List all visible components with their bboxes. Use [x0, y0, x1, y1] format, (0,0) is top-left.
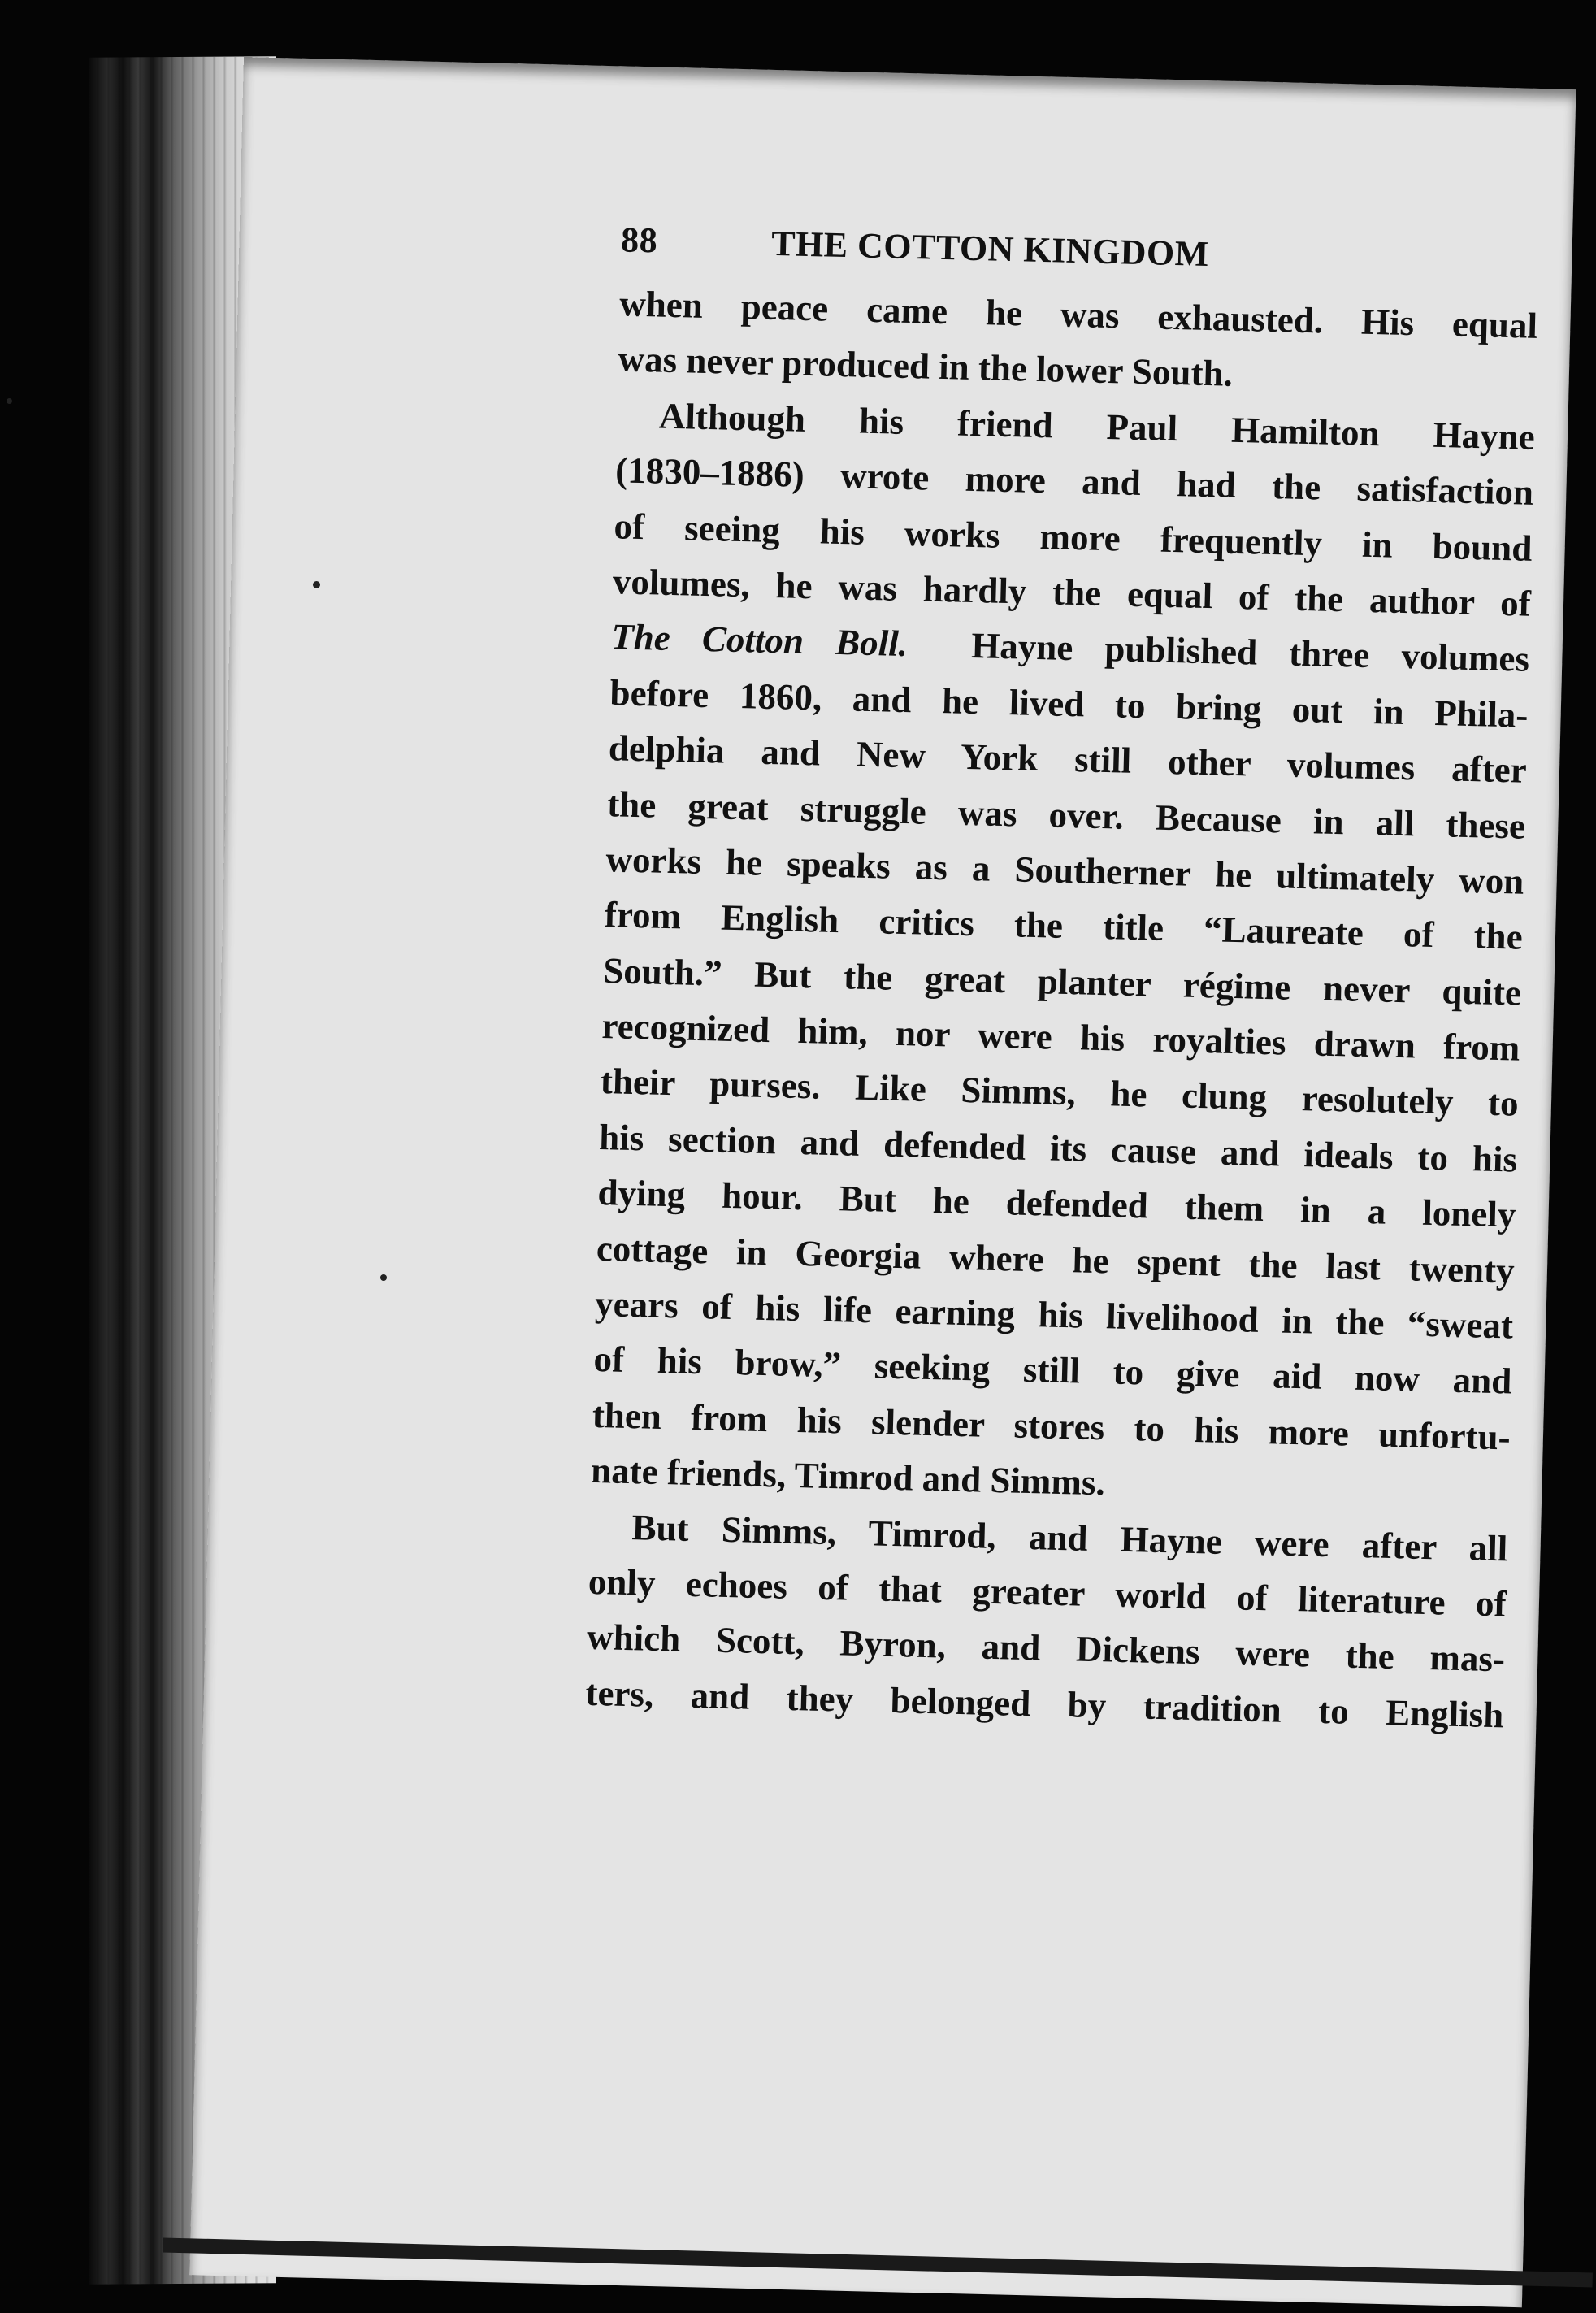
text-line: But Simms, Timrod, and Hayne were after all [631, 1506, 1508, 1569]
book-title: The Cotton Boll. [610, 616, 909, 665]
text-line: South.” But the great planter régime never quite [602, 949, 1522, 1013]
text-line: the great struggle was over. Because in all these [606, 783, 1526, 847]
text-line: which Scott, Byron, and Dickens were the mas- [586, 1616, 1506, 1680]
text-line: years of his life earning his livelihood in the “sweat [594, 1282, 1514, 1347]
page-number: 88 [620, 219, 658, 261]
text-line: ters, and they belonged by tradition to English [584, 1672, 1504, 1736]
text-line: cottage in Georgia where he spent the last twenty [596, 1227, 1516, 1291]
text-line: their purses. Like Simms, he clung resolutely to [600, 1061, 1520, 1125]
text-line: Although his friend Paul Hamilton Hayne [658, 395, 1536, 458]
text-line: when peace came he was exhausted. His equal [618, 283, 1538, 346]
text-line: delphia and New York still other volumes after [608, 727, 1528, 791]
text-fragment: Hayne published three volumes [970, 625, 1530, 680]
text-line: of seeing his works more frequently in bound [614, 505, 1533, 569]
text-line: his section and defended its cause and ideals to his [598, 1116, 1518, 1180]
text-line: dying hour. But he defended them in a lonely [597, 1172, 1516, 1235]
text-line: volumes, he was hardly the equal of the author of [612, 561, 1532, 624]
text-line: was never produced in the lower South. [618, 338, 1234, 395]
dust-speck [313, 581, 320, 588]
text-line: of his brow,” seeking still to give aid now and [593, 1339, 1512, 1402]
text-line: (1830–1886) wrote more and had the satisfaction [614, 449, 1534, 514]
text-line: before 1860, and he lived to bring out in Phila- [609, 671, 1529, 736]
running-title: THE COTTON KINGDOM [770, 223, 1210, 274]
text-line: works he speaks as a Southerner he ultimately won [605, 839, 1524, 902]
text-line: nate friends, Timrod and Simms. [590, 1450, 1106, 1504]
text-line: only echoes of that greater world of literature of [588, 1560, 1507, 1625]
dust-speck [7, 398, 12, 404]
text-line: then from his slender stores to his more unfortu- [592, 1394, 1511, 1458]
page-text-block [341, 213, 1538, 1737]
text-line: recognized him, nor were his royalties drawn from [601, 1005, 1520, 1069]
text-line: from English critics the title “Laureate of the [604, 894, 1524, 957]
